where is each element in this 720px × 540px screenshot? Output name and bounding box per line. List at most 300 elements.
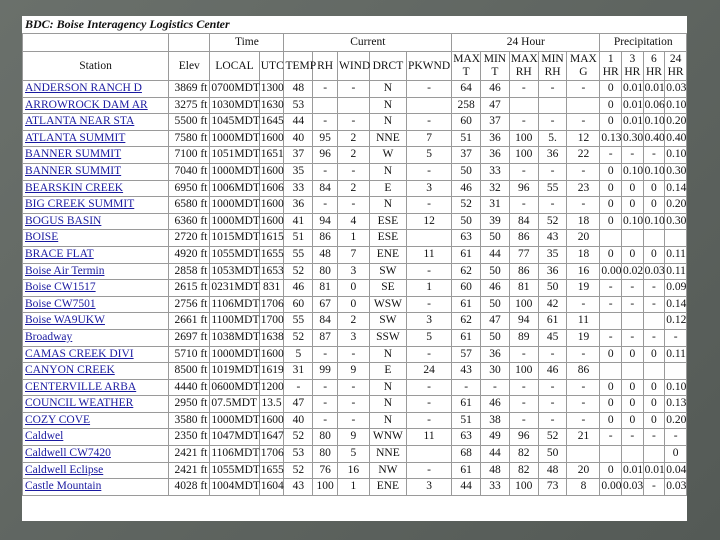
data-cell: 0.10 bbox=[643, 213, 665, 230]
data-cell: 0 bbox=[600, 180, 622, 197]
blank-group-cell bbox=[169, 34, 210, 52]
data-cell: - bbox=[567, 296, 600, 313]
station-link[interactable]: CENTERVILLE ARBA bbox=[25, 380, 137, 393]
data-cell: 1600 bbox=[259, 197, 284, 214]
station-cell bbox=[23, 81, 169, 98]
station-link[interactable]: COUNCIL WEATHER bbox=[25, 397, 134, 410]
data-cell: 0.11 bbox=[665, 263, 687, 280]
data-cell: - bbox=[538, 346, 567, 363]
blank-group-cell bbox=[23, 34, 169, 52]
group-24-hour: 24 Hour bbox=[452, 34, 600, 52]
data-cell: 47 bbox=[481, 313, 510, 330]
data-cell: - bbox=[509, 396, 538, 413]
station-link[interactable]: BEARSKIN CREEK bbox=[25, 181, 124, 194]
data-cell: 0 bbox=[643, 246, 665, 263]
table-row bbox=[23, 379, 687, 396]
data-cell: 5. bbox=[538, 130, 567, 147]
data-cell: 0.01 bbox=[622, 81, 644, 98]
data-cell: 1200 bbox=[259, 379, 284, 396]
data-cell: 86 bbox=[509, 230, 538, 247]
data-cell: - bbox=[509, 81, 538, 98]
data-cell: 0 bbox=[600, 246, 622, 263]
data-cell: 0.01 bbox=[643, 462, 665, 479]
data-cell: 3 bbox=[337, 329, 369, 346]
data-cell: 0 bbox=[600, 412, 622, 429]
data-cell: 86 bbox=[567, 363, 600, 380]
station-link[interactable]: ATLANTA NEAR STA bbox=[25, 115, 135, 128]
column-header: MAX G bbox=[567, 52, 600, 81]
column-header: MAX RH bbox=[509, 52, 538, 81]
column-header: 1 HR bbox=[600, 52, 622, 81]
station-cell bbox=[23, 479, 169, 496]
table-row bbox=[23, 97, 687, 114]
data-cell: 1600 bbox=[259, 346, 284, 363]
station-link[interactable]: ATLANTA SUMMIT bbox=[25, 131, 126, 144]
data-cell: 1015MDT bbox=[210, 230, 259, 247]
data-cell bbox=[509, 97, 538, 114]
data-cell: - bbox=[643, 296, 665, 313]
data-cell: - bbox=[406, 197, 451, 214]
data-cell: 53 bbox=[284, 446, 313, 463]
column-header-row bbox=[23, 52, 687, 81]
data-cell: 84 bbox=[313, 313, 338, 330]
data-cell: 1 bbox=[406, 280, 451, 297]
station-link[interactable]: COZY COVE bbox=[25, 413, 91, 426]
data-cell: 43 bbox=[538, 230, 567, 247]
data-cell: 47 bbox=[481, 97, 510, 114]
table-row bbox=[23, 213, 687, 230]
data-cell: 258 bbox=[452, 97, 481, 114]
data-cell: 36 bbox=[538, 147, 567, 164]
data-cell: 2756 ft bbox=[169, 296, 210, 313]
data-cell: 0.01 bbox=[622, 462, 644, 479]
data-cell: 20 bbox=[567, 462, 600, 479]
data-cell: - bbox=[337, 346, 369, 363]
data-cell: 61 bbox=[452, 462, 481, 479]
data-cell: - bbox=[622, 329, 644, 346]
data-cell: 1604 bbox=[259, 479, 284, 496]
station-cell bbox=[23, 263, 169, 280]
data-cell: 18 bbox=[567, 246, 600, 263]
data-cell: - bbox=[313, 379, 338, 396]
data-cell: 53 bbox=[284, 97, 313, 114]
data-cell: 0 bbox=[600, 163, 622, 180]
data-cell: 68 bbox=[452, 446, 481, 463]
data-cell: 1106MDT bbox=[210, 446, 259, 463]
table-row bbox=[23, 114, 687, 131]
data-cell: 19 bbox=[567, 280, 600, 297]
data-cell: 24 bbox=[406, 363, 451, 380]
data-cell: 46 bbox=[481, 396, 510, 413]
data-cell: 42 bbox=[538, 296, 567, 313]
data-cell: 0 bbox=[337, 280, 369, 297]
table-row bbox=[23, 197, 687, 214]
data-cell bbox=[600, 363, 622, 380]
data-cell: 1055MDT bbox=[210, 246, 259, 263]
data-cell: 8500 ft bbox=[169, 363, 210, 380]
station-cell bbox=[23, 230, 169, 247]
data-cell: N bbox=[369, 97, 406, 114]
data-cell: 1615 bbox=[259, 230, 284, 247]
data-cell: 37 bbox=[284, 147, 313, 164]
station-link[interactable]: Castle Mountain bbox=[25, 480, 102, 493]
data-cell: 0 bbox=[643, 197, 665, 214]
data-cell: 13.5 bbox=[259, 396, 284, 413]
data-cell: 6950 ft bbox=[169, 180, 210, 197]
data-cell: - bbox=[567, 412, 600, 429]
station-link[interactable]: Boise Air Termin bbox=[25, 264, 105, 277]
data-cell: - bbox=[313, 81, 338, 98]
data-cell: 1645 bbox=[259, 114, 284, 131]
station-link[interactable]: BIG CREEK SUMMIT bbox=[25, 198, 135, 211]
data-cell: 0 bbox=[600, 346, 622, 363]
table-row bbox=[23, 296, 687, 313]
station-link[interactable]: BANNER SUMMIT bbox=[25, 164, 122, 177]
data-cell: - bbox=[600, 329, 622, 346]
data-cell: - bbox=[665, 329, 687, 346]
data-cell: 0 bbox=[622, 246, 644, 263]
data-cell: - bbox=[600, 280, 622, 297]
data-cell: 1 bbox=[337, 479, 369, 496]
station-link[interactable]: Caldwel bbox=[25, 430, 64, 443]
table-row bbox=[23, 346, 687, 363]
data-cell: 0 bbox=[643, 396, 665, 413]
data-cell: 3275 ft bbox=[169, 97, 210, 114]
data-cell: 47 bbox=[284, 396, 313, 413]
data-cell: NNE bbox=[369, 446, 406, 463]
data-cell: 0 bbox=[622, 197, 644, 214]
data-cell: 33 bbox=[481, 163, 510, 180]
data-cell: 7040 ft bbox=[169, 163, 210, 180]
data-cell: 62 bbox=[452, 313, 481, 330]
data-cell: 60 bbox=[284, 296, 313, 313]
data-cell: ESE bbox=[369, 230, 406, 247]
data-cell: 30 bbox=[481, 363, 510, 380]
column-header: MIN T bbox=[481, 52, 510, 81]
table-row bbox=[23, 81, 687, 98]
data-cell: 16 bbox=[337, 462, 369, 479]
station-cell bbox=[23, 246, 169, 263]
column-header: MAX T bbox=[452, 52, 481, 81]
data-cell: 40 bbox=[284, 130, 313, 147]
data-cell: 2350 ft bbox=[169, 429, 210, 446]
data-cell: 1600 bbox=[259, 412, 284, 429]
data-cell: 1619 bbox=[259, 363, 284, 380]
data-cell: 39 bbox=[481, 213, 510, 230]
data-cell: 61 bbox=[452, 396, 481, 413]
table-row bbox=[23, 429, 687, 446]
data-cell: 41 bbox=[284, 213, 313, 230]
data-cell: 8 bbox=[567, 479, 600, 496]
data-cell: 1606 bbox=[259, 180, 284, 197]
data-cell: 2 bbox=[337, 180, 369, 197]
data-cell: 50 bbox=[481, 263, 510, 280]
data-cell bbox=[665, 230, 687, 247]
data-cell: - bbox=[313, 412, 338, 429]
data-cell: 1000MDT bbox=[210, 346, 259, 363]
data-cell: 0 bbox=[600, 396, 622, 413]
data-cell: 31 bbox=[284, 363, 313, 380]
data-cell: - bbox=[567, 114, 600, 131]
station-link[interactable]: BOGUS BASIN bbox=[25, 214, 102, 227]
data-cell: - bbox=[406, 114, 451, 131]
data-cell: 7580 ft bbox=[169, 130, 210, 147]
station-link[interactable]: BOISE bbox=[25, 231, 59, 244]
data-cell: 60 bbox=[452, 280, 481, 297]
data-cell: 48 bbox=[538, 462, 567, 479]
station-link[interactable]: ARROWROCK DAM AR bbox=[25, 98, 148, 111]
data-cell: 96 bbox=[509, 180, 538, 197]
data-cell: - bbox=[567, 81, 600, 98]
data-cell: 0.13 bbox=[665, 396, 687, 413]
data-cell bbox=[622, 446, 644, 463]
data-cell: 67 bbox=[313, 296, 338, 313]
data-cell: 0.00 bbox=[600, 263, 622, 280]
data-cell: 0700MDT bbox=[210, 81, 259, 98]
data-cell: 5500 ft bbox=[169, 114, 210, 131]
data-cell: 3 bbox=[337, 263, 369, 280]
data-cell: E bbox=[369, 180, 406, 197]
data-cell: 1000MDT bbox=[210, 130, 259, 147]
data-cell: 61 bbox=[452, 329, 481, 346]
data-cell: 1106MDT bbox=[210, 296, 259, 313]
group-precipitation: Precipitation bbox=[600, 34, 687, 52]
data-cell: ENE bbox=[369, 246, 406, 263]
data-cell: 49 bbox=[481, 429, 510, 446]
column-header: RH bbox=[313, 52, 338, 81]
station-cell bbox=[23, 446, 169, 463]
data-cell: 100 bbox=[509, 479, 538, 496]
table-row bbox=[23, 446, 687, 463]
data-cell: 89 bbox=[509, 329, 538, 346]
data-cell: 0.10 bbox=[643, 114, 665, 131]
data-cell: 1655 bbox=[259, 462, 284, 479]
data-cell: 11 bbox=[567, 313, 600, 330]
station-cell bbox=[23, 213, 169, 230]
data-cell: 0 bbox=[600, 213, 622, 230]
data-cell: 1047MDT bbox=[210, 429, 259, 446]
column-header: PKWND bbox=[406, 52, 451, 81]
data-cell bbox=[406, 230, 451, 247]
data-cell: - bbox=[337, 81, 369, 98]
data-cell: - bbox=[313, 114, 338, 131]
data-cell: - bbox=[509, 114, 538, 131]
data-cell: 62 bbox=[452, 263, 481, 280]
data-cell: N bbox=[369, 163, 406, 180]
data-cell: 6360 ft bbox=[169, 213, 210, 230]
station-cell bbox=[23, 363, 169, 380]
data-cell: 1700 bbox=[259, 313, 284, 330]
data-cell: 0.09 bbox=[665, 280, 687, 297]
data-cell: 0.11 bbox=[665, 346, 687, 363]
data-cell: N bbox=[369, 114, 406, 131]
station-link[interactable]: Boise CW1517 bbox=[25, 281, 96, 294]
data-cell: 1706 bbox=[259, 446, 284, 463]
station-cell bbox=[23, 462, 169, 479]
table-row bbox=[23, 230, 687, 247]
column-header: 3 HR bbox=[622, 52, 644, 81]
data-cell: - bbox=[567, 396, 600, 413]
data-cell: - bbox=[337, 379, 369, 396]
data-cell bbox=[643, 363, 665, 380]
data-cell: 48 bbox=[313, 246, 338, 263]
data-cell: 2697 ft bbox=[169, 329, 210, 346]
data-cell: 1600 bbox=[259, 163, 284, 180]
data-cell bbox=[643, 446, 665, 463]
data-cell: 45 bbox=[538, 329, 567, 346]
data-cell: 3 bbox=[406, 180, 451, 197]
data-cell: - bbox=[313, 396, 338, 413]
data-cell: ESE bbox=[369, 213, 406, 230]
data-cell: 43 bbox=[284, 479, 313, 496]
group-current: Current bbox=[284, 34, 452, 52]
data-cell: 1638 bbox=[259, 329, 284, 346]
data-cell: 1000MDT bbox=[210, 163, 259, 180]
data-cell: 0 bbox=[643, 379, 665, 396]
data-cell: 86 bbox=[313, 230, 338, 247]
data-cell: 12 bbox=[567, 130, 600, 147]
data-cell: 0.11 bbox=[665, 246, 687, 263]
data-cell: E bbox=[369, 363, 406, 380]
data-cell: 0.12 bbox=[665, 313, 687, 330]
data-cell: 80 bbox=[313, 263, 338, 280]
data-cell: 82 bbox=[509, 446, 538, 463]
data-cell: 100 bbox=[509, 147, 538, 164]
data-cell: 0.14 bbox=[665, 296, 687, 313]
table-row bbox=[23, 180, 687, 197]
data-cell: 81 bbox=[313, 280, 338, 297]
data-cell: 0.10 bbox=[643, 163, 665, 180]
data-cell: 1647 bbox=[259, 429, 284, 446]
data-cell: 0.00 bbox=[600, 479, 622, 496]
column-header: WIND bbox=[337, 52, 369, 81]
data-cell: 1000MDT bbox=[210, 197, 259, 214]
data-cell: 0 bbox=[622, 396, 644, 413]
data-cell: 0.04 bbox=[665, 462, 687, 479]
data-cell: - bbox=[406, 396, 451, 413]
data-cell: 5710 ft bbox=[169, 346, 210, 363]
data-cell bbox=[622, 363, 644, 380]
data-cell: 19 bbox=[567, 329, 600, 346]
data-cell: - bbox=[665, 429, 687, 446]
data-cell: 36 bbox=[481, 130, 510, 147]
station-link[interactable]: ANDERSON RANCH D bbox=[25, 82, 142, 94]
data-cell: 48 bbox=[481, 462, 510, 479]
data-cell: 2421 ft bbox=[169, 446, 210, 463]
data-cell: - bbox=[337, 412, 369, 429]
data-cell: 0 bbox=[643, 346, 665, 363]
station-cell bbox=[23, 379, 169, 396]
data-cell: 5 bbox=[406, 329, 451, 346]
data-cell: N bbox=[369, 396, 406, 413]
data-cell: 99 bbox=[313, 363, 338, 380]
data-cell: 100 bbox=[509, 130, 538, 147]
data-cell: 81 bbox=[509, 280, 538, 297]
data-cell: 5 bbox=[406, 147, 451, 164]
data-cell: 84 bbox=[313, 180, 338, 197]
station-link[interactable]: BRACE FLAT bbox=[25, 247, 94, 260]
data-cell: - bbox=[452, 379, 481, 396]
data-cell: 51 bbox=[452, 130, 481, 147]
data-cell: 38 bbox=[481, 412, 510, 429]
data-cell: 1055MDT bbox=[210, 462, 259, 479]
data-cell bbox=[665, 363, 687, 380]
data-cell: - bbox=[600, 429, 622, 446]
station-cell bbox=[23, 114, 169, 131]
data-cell: 0 bbox=[622, 412, 644, 429]
data-cell: 0.40 bbox=[665, 130, 687, 147]
data-cell: 84 bbox=[509, 213, 538, 230]
data-cell: 1045MDT bbox=[210, 114, 259, 131]
data-cell: 46 bbox=[538, 363, 567, 380]
data-cell: 0 bbox=[600, 81, 622, 98]
station-link[interactable]: BANNER SUMMIT bbox=[25, 148, 122, 161]
station-link[interactable]: CAMAS CREEK DIVI bbox=[25, 347, 134, 360]
table-row bbox=[23, 363, 687, 380]
data-cell: 0 bbox=[622, 180, 644, 197]
data-cell: - bbox=[643, 429, 665, 446]
station-link[interactable]: Caldwell Eclipse bbox=[25, 463, 104, 476]
data-cell: 0 bbox=[600, 462, 622, 479]
data-cell: - bbox=[337, 114, 369, 131]
data-cell: 52 bbox=[284, 263, 313, 280]
data-cell: 0.03 bbox=[622, 479, 644, 496]
station-link[interactable]: Boise CW7501 bbox=[25, 297, 96, 310]
data-cell: 52 bbox=[284, 329, 313, 346]
data-cell: 55 bbox=[284, 313, 313, 330]
station-link[interactable]: Broadway bbox=[25, 330, 73, 343]
data-cell bbox=[600, 313, 622, 330]
data-cell: - bbox=[406, 163, 451, 180]
data-cell: 0 bbox=[643, 180, 665, 197]
data-cell: - bbox=[538, 197, 567, 214]
data-cell: 100 bbox=[509, 363, 538, 380]
station-cell bbox=[23, 346, 169, 363]
data-cell: 0.01 bbox=[643, 81, 665, 98]
data-cell: 2 bbox=[337, 130, 369, 147]
data-cell bbox=[313, 97, 338, 114]
data-cell: 50 bbox=[452, 163, 481, 180]
data-cell: - bbox=[509, 346, 538, 363]
station-rows bbox=[23, 81, 687, 496]
table-row bbox=[23, 263, 687, 280]
column-header: Elev bbox=[169, 52, 210, 81]
data-cell: 4 bbox=[337, 213, 369, 230]
data-cell: 1030MDT bbox=[210, 97, 259, 114]
station-link[interactable]: CANYON CREEK bbox=[25, 364, 115, 377]
data-cell: 46 bbox=[284, 280, 313, 297]
column-header: UTC bbox=[259, 52, 284, 81]
data-cell: 0.03 bbox=[665, 81, 687, 98]
data-cell: 1004MDT bbox=[210, 479, 259, 496]
data-cell: - bbox=[567, 163, 600, 180]
data-cell: 0 bbox=[622, 379, 644, 396]
data-cell: - bbox=[313, 197, 338, 214]
data-cell: - bbox=[337, 163, 369, 180]
station-link[interactable]: Boise WA9UKW bbox=[25, 314, 105, 327]
data-cell: 96 bbox=[313, 147, 338, 164]
data-cell: 61 bbox=[538, 313, 567, 330]
data-cell: 100 bbox=[313, 479, 338, 496]
data-cell: 36 bbox=[538, 263, 567, 280]
data-cell: - bbox=[509, 163, 538, 180]
data-cell: 0.40 bbox=[643, 130, 665, 147]
station-link[interactable]: Caldwell CW7420 bbox=[25, 447, 111, 460]
station-cell bbox=[23, 280, 169, 297]
data-cell: - bbox=[622, 429, 644, 446]
data-cell: 0.10 bbox=[622, 213, 644, 230]
data-cell: 0 bbox=[600, 197, 622, 214]
